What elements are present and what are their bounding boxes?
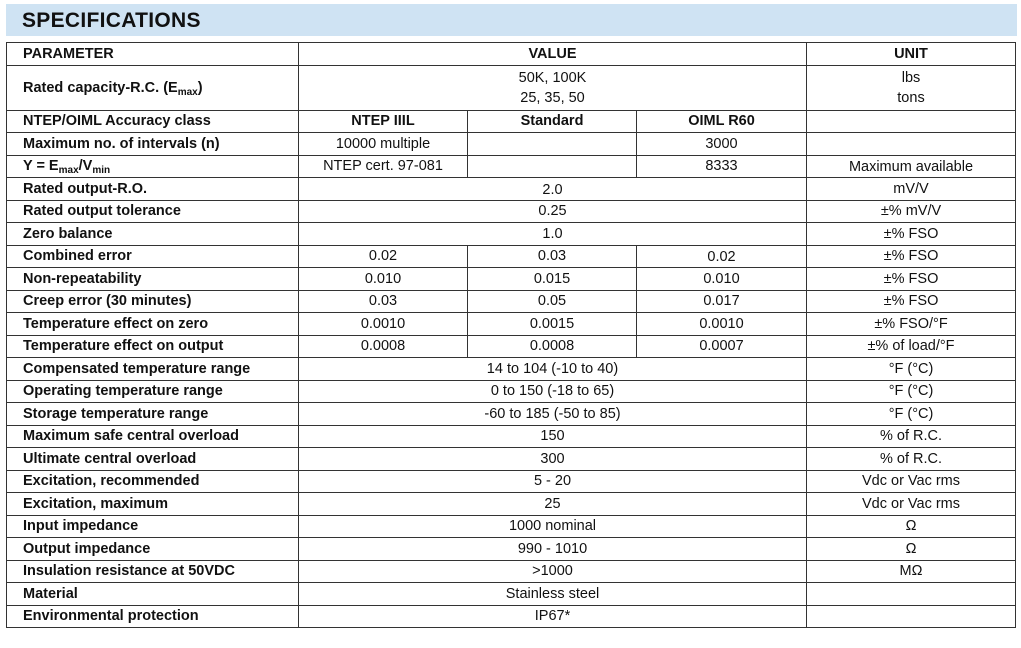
- table-row: [7, 560, 1016, 583]
- column-ntep: NTEP IIIL: [299, 110, 468, 133]
- value-cell: 14 to 104 (-10 to 40): [299, 358, 807, 381]
- table-row: [7, 335, 1016, 358]
- table-row: [7, 155, 1016, 178]
- unit-cell: % of R.C.: [807, 448, 1016, 471]
- value-standard: 0.015: [468, 268, 637, 291]
- param-label: Rated capacity-R.C. $(E_{max})$: [7, 65, 299, 110]
- table-row: [7, 605, 1016, 628]
- param-label: Excitation, recommended: [7, 470, 299, 493]
- param-label: Compensated temperature range: [7, 358, 299, 381]
- unit-cell: [807, 605, 1016, 628]
- unit-cell: ±% FSO/°F: [807, 313, 1016, 336]
- value-ntep: 0.03: [299, 290, 468, 313]
- value-standard: [468, 133, 637, 156]
- header-row: [7, 43, 1016, 66]
- value-ntep: 10000 multiple: [299, 133, 468, 156]
- param-label: Non-repeatability: [7, 268, 299, 291]
- value-cell: 0.25: [299, 200, 807, 223]
- specifications-table: [6, 42, 1016, 628]
- table-row: [7, 200, 1016, 223]
- param-label: $Y = E_{max}/V_{min}$: [7, 155, 299, 178]
- table-row: [7, 515, 1016, 538]
- header-value: VALUE: [299, 43, 807, 66]
- table-row: [7, 65, 1016, 110]
- column-standard: Standard: [468, 110, 637, 133]
- param-label: Input impedance: [7, 515, 299, 538]
- table-row: [7, 583, 1016, 606]
- value-ntep: 0.02: [299, 245, 468, 268]
- param-label: NTEP/OIML Accuracy class: [7, 110, 299, 133]
- unit-cell: % of R.C.: [807, 425, 1016, 448]
- unit-cell: °F (°C): [807, 380, 1016, 403]
- value-cell: IP67*: [299, 605, 807, 628]
- unit-cell: ±% FSO: [807, 268, 1016, 291]
- param-label: Temperature effect on output: [7, 335, 299, 358]
- param-label: Excitation, maximum: [7, 493, 299, 516]
- unit-cell: mV/V: [807, 178, 1016, 201]
- param-label: Zero balance: [7, 223, 299, 246]
- table-row: [7, 133, 1016, 156]
- table-row: [7, 493, 1016, 516]
- table-row: [7, 425, 1016, 448]
- value-cell: 300: [299, 448, 807, 471]
- value-cell: 150: [299, 425, 807, 448]
- table-row: [7, 110, 1016, 133]
- value-standard: 0.0015: [468, 313, 637, 336]
- param-label: Creep error (30 minutes): [7, 290, 299, 313]
- specifications-banner: [6, 4, 1017, 36]
- table-row: [7, 245, 1016, 268]
- unit-cell: Vdc or Vac rms: [807, 493, 1016, 516]
- unit-cell: ±% FSO: [807, 290, 1016, 313]
- value-cell: 0 to 150 (-18 to 65): [299, 380, 807, 403]
- value-oiml: 0.0010: [637, 313, 807, 336]
- value-oiml: 0.02: [637, 245, 807, 268]
- header-unit: UNIT: [807, 43, 1016, 66]
- value-standard: 0.03: [468, 245, 637, 268]
- unit-cell: ±% FSO: [807, 245, 1016, 268]
- unit-cell: Ω: [807, 538, 1016, 561]
- header-parameter: PARAMETER: [7, 43, 299, 66]
- param-label: Rated output-R.O.: [7, 178, 299, 201]
- table-row: [7, 538, 1016, 561]
- table-row: [7, 358, 1016, 381]
- value-cell: 5 - 20: [299, 470, 807, 493]
- page-title: SPECIFICATIONS: [22, 9, 201, 32]
- value-oiml: 3000: [637, 133, 807, 156]
- param-label: Combined error: [7, 245, 299, 268]
- table-row: [7, 448, 1016, 471]
- unit-cell: °F (°C): [807, 358, 1016, 381]
- unit-cell: MΩ: [807, 560, 1016, 583]
- value-oiml: 8333: [637, 155, 807, 178]
- value-standard: [468, 155, 637, 178]
- unit-cell: Ω: [807, 515, 1016, 538]
- table-row: [7, 290, 1016, 313]
- unit-cell: ±% of load/°F: [807, 335, 1016, 358]
- value-cell: 1.0: [299, 223, 807, 246]
- table-row: [7, 380, 1016, 403]
- table-row: [7, 403, 1016, 426]
- value-cell: 1000 nominal: [299, 515, 807, 538]
- param-label: Maximum safe central overload: [7, 425, 299, 448]
- value-standard: 0.0008: [468, 335, 637, 358]
- param-label: Rated output tolerance: [7, 200, 299, 223]
- value-ntep: NTEP cert. 97-081: [299, 155, 468, 178]
- table-row: [7, 223, 1016, 246]
- table-row: [7, 470, 1016, 493]
- param-label: Temperature effect on zero: [7, 313, 299, 336]
- value-cell: 990 - 1010: [299, 538, 807, 561]
- value-cell: -60 to 185 (-50 to 85): [299, 403, 807, 426]
- param-label: Storage temperature range: [7, 403, 299, 426]
- column-oiml: OIML R60: [637, 110, 807, 133]
- value-oiml: 0.017: [637, 290, 807, 313]
- unit-cell: Vdc or Vac rms: [807, 470, 1016, 493]
- unit-cell: ±% FSO: [807, 223, 1016, 246]
- unit-cell: ±% mV/V: [807, 200, 1016, 223]
- value-cell: 50K, 100K 25, 35, 50: [299, 65, 807, 110]
- value-cell: >1000: [299, 560, 807, 583]
- unit-cell: Maximum available: [807, 155, 1016, 178]
- value-oiml: 0.0007: [637, 335, 807, 358]
- table-row: [7, 268, 1016, 291]
- value-ntep: 0.010: [299, 268, 468, 291]
- value-cell: Stainless steel: [299, 583, 807, 606]
- param-label: Environmental protection: [7, 605, 299, 628]
- unit-cell: lbs tons: [807, 65, 1016, 110]
- param-label: Material: [7, 583, 299, 606]
- value-standard: 0.05: [468, 290, 637, 313]
- value-oiml: 0.010: [637, 268, 807, 291]
- value-cell: 2.0: [299, 178, 807, 201]
- unit-cell: [807, 583, 1016, 606]
- table-row: [7, 178, 1016, 201]
- param-label: Maximum no. of intervals (n): [7, 133, 299, 156]
- unit-cell: [807, 110, 1016, 133]
- table-row: [7, 313, 1016, 336]
- unit-cell: [807, 133, 1016, 156]
- value-ntep: 0.0008: [299, 335, 468, 358]
- param-label: Insulation resistance at 50VDC: [7, 560, 299, 583]
- param-label: Output impedance: [7, 538, 299, 561]
- value-ntep: 0.0010: [299, 313, 468, 336]
- param-label: Ultimate central overload: [7, 448, 299, 471]
- unit-cell: °F (°C): [807, 403, 1016, 426]
- value-cell: 25: [299, 493, 807, 516]
- param-label: Operating temperature range: [7, 380, 299, 403]
